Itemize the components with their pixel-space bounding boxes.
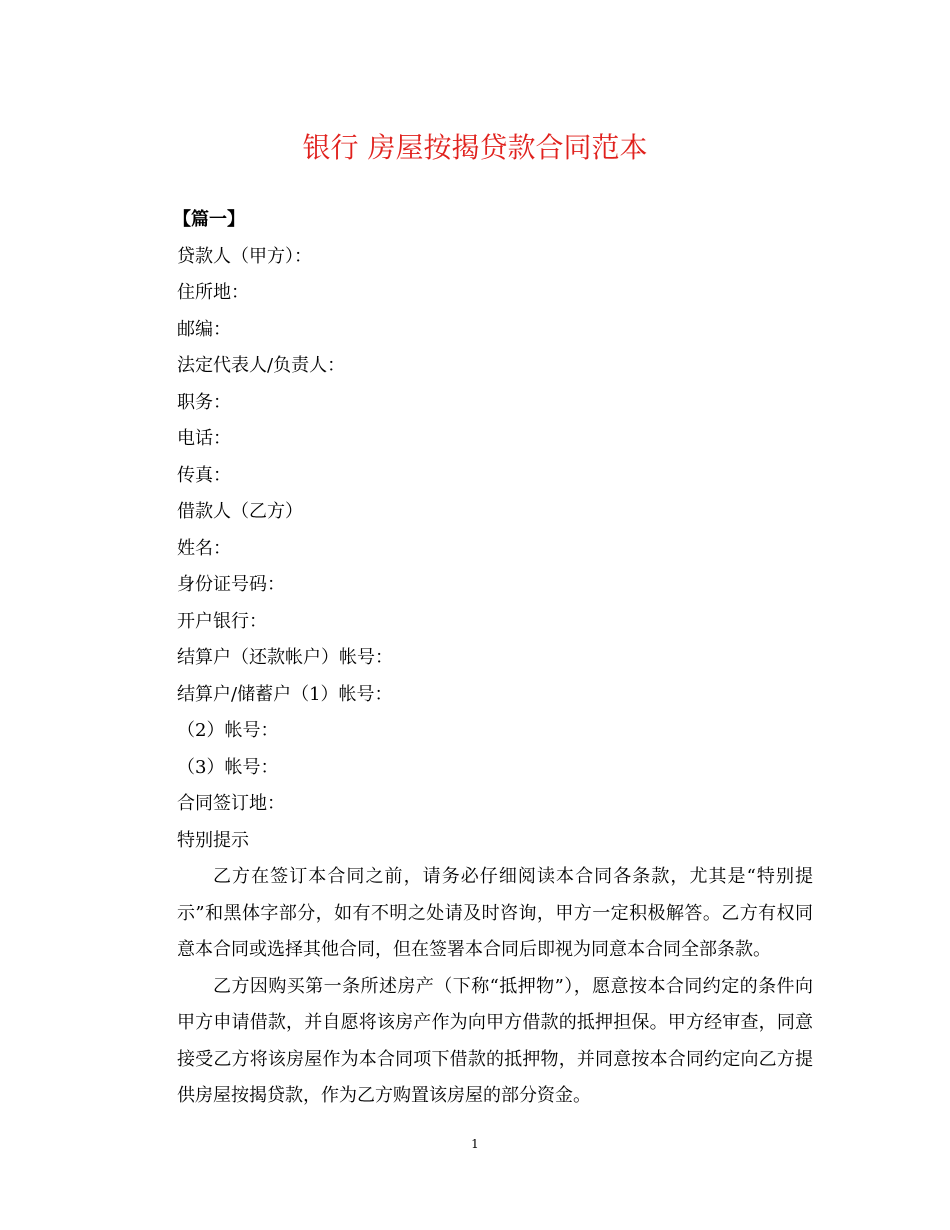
field-address: 住所地： [177,282,249,303]
field-account-3: （3）帐号： [177,756,279,778]
paragraph-1: 乙方在签订本合同之前，请务必仔细阅读本合同各条款，尤其是“特别提示”和黑体字部分，如有不明之处请及时咨询，甲方一定积极解答。乙方有权同意本合同或选择其他合同，但在签署本合同后即视为同意本合同全部条款。 [177,866,813,960]
section-heading: 【篇一】 [173,209,245,230]
field-signing-place: 合同签订地： [177,793,285,814]
field-fax: 传真： [177,464,231,486]
field-lender: 贷款人（甲方）： [177,245,312,267]
field-phone: 电话： [177,428,231,449]
special-notice-heading: 特别提示 [177,829,249,851]
document-body [173,202,813,1115]
field-savings-account-1: 结算户/储蓄户（1）帐号： [177,683,393,705]
field-position: 职务： [177,391,231,413]
field-name: 姓名： [177,537,231,559]
page-number: 1 [471,1137,479,1151]
field-id-number: 身份证号码： [177,574,285,595]
paragraph-2: 乙方因购买第一条所述房产（下称“抵押物”），愿意按本合同约定的条件向甲方申请借款，并自愿将该房产作为向甲方借款的抵押担保。甲方经审查，同意接受乙方将该房屋作为本合同项下借款的抵押物，并同意按本合同约定向乙方提供房屋按揭贷款，作为乙方购置该房屋的部分资金。 [177,975,813,1106]
field-borrower: 借款人（乙方） [177,501,303,522]
field-account-2: （2）帐号： [177,720,279,741]
field-settlement-account: 结算户（还款帐户）帐号： [177,647,393,668]
field-postcode: 邮编： [177,318,231,340]
field-bank: 开户银行： [177,610,267,632]
document-title: 银行 房屋按揭贷款合同范本 [302,131,648,164]
field-legal-representative: 法定代表人/负责人： [177,355,346,376]
